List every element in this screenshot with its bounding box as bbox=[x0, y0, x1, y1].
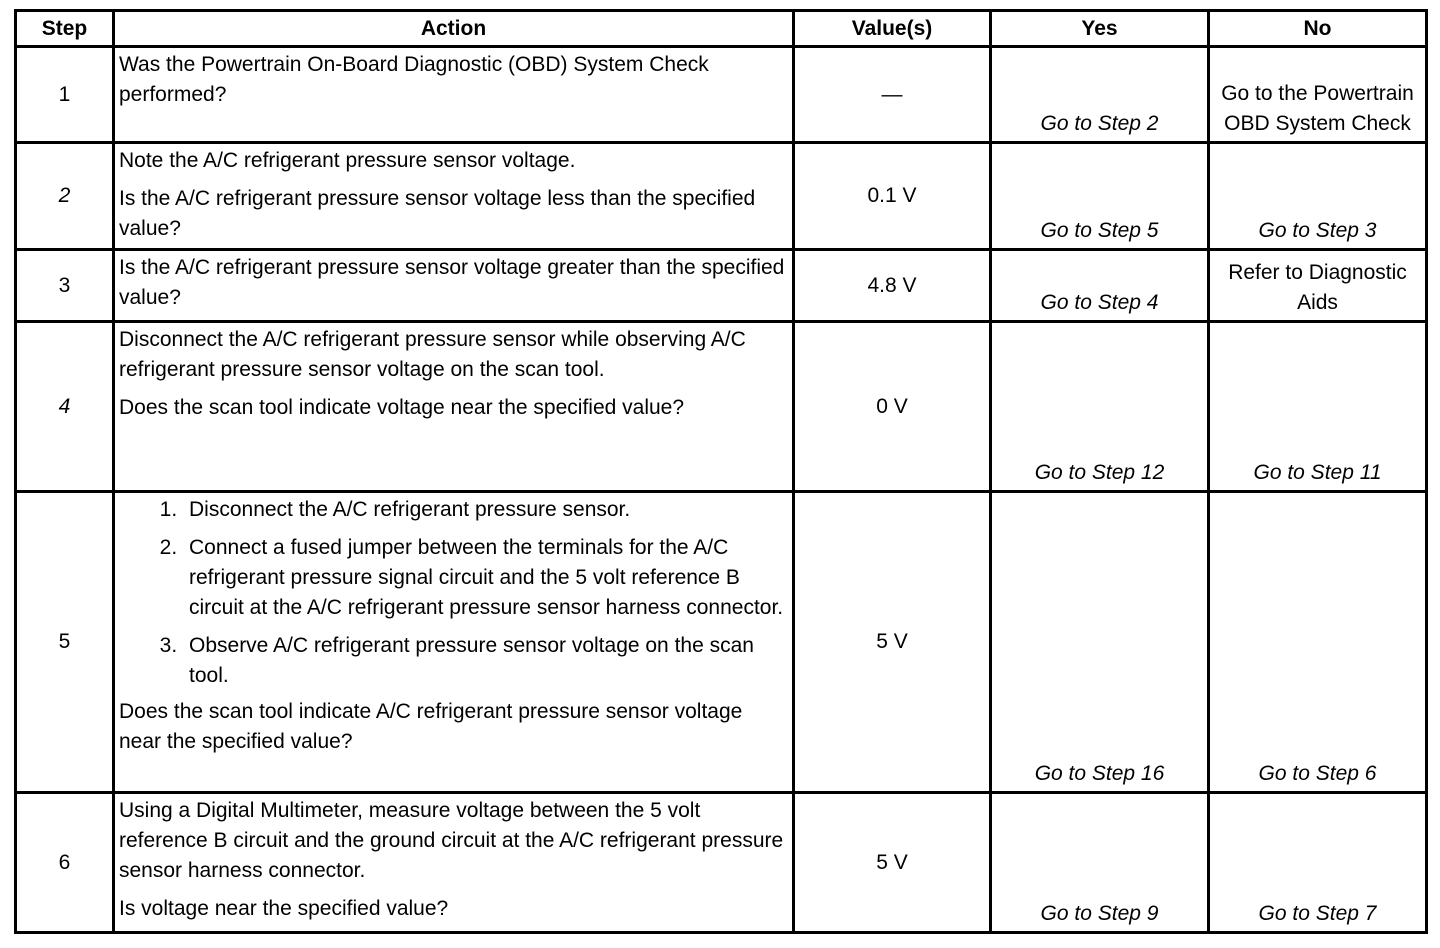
header-yes: Yes bbox=[991, 11, 1209, 47]
action-text: Was the Powertrain On-Board Diagnostic (OBD) System Check performed? bbox=[119, 53, 709, 106]
step-value: 0.1 V bbox=[794, 143, 991, 250]
yes-result: Go to Step 12 bbox=[991, 322, 1209, 492]
step-action bbox=[114, 143, 794, 250]
no-result: Go to Step 7 bbox=[1209, 793, 1427, 933]
step-action bbox=[114, 47, 794, 143]
table-row bbox=[16, 322, 1427, 492]
header-action: Action bbox=[114, 11, 794, 47]
no-result: Go to Step 6 bbox=[1209, 492, 1427, 793]
step-action bbox=[114, 793, 794, 933]
step-value: 4.8 V bbox=[794, 250, 991, 322]
step-number: 3 bbox=[16, 250, 114, 322]
step-value: 5 V bbox=[794, 793, 991, 933]
step-number: 5 bbox=[16, 492, 114, 793]
action-text: Using a Digital Multimeter, measure voltage between the 5 volt reference B circuit and the ground circuit at the A/C refrigerant pressure sensor harness connector. bbox=[119, 799, 784, 882]
yes-result: Go to Step 9 bbox=[991, 793, 1209, 933]
no-result: Go to the Powertrain OBD System Check bbox=[1209, 47, 1427, 143]
step-number: 2 bbox=[16, 143, 114, 250]
step-value: — bbox=[794, 47, 991, 143]
header-no: No bbox=[1209, 11, 1427, 47]
table-row bbox=[16, 492, 1427, 793]
action-list bbox=[119, 495, 786, 691]
header-row bbox=[16, 11, 1427, 47]
diagnostic-table bbox=[14, 9, 1428, 934]
table-row bbox=[16, 47, 1427, 143]
action-question: Is the A/C refrigerant pressure sensor voltage greater than the specified value? bbox=[119, 256, 785, 309]
action-text: Note the A/C refrigerant pressure sensor voltage. bbox=[119, 149, 576, 172]
step-number: 1 bbox=[16, 47, 114, 143]
step-action bbox=[114, 250, 794, 322]
header-value: Value(s) bbox=[794, 11, 991, 47]
step-action bbox=[114, 492, 794, 793]
action-question: Does the scan tool indicate voltage near the specified value? bbox=[119, 396, 685, 419]
list-item: 1. Disconnect the A/C refrigerant pressure sensor. bbox=[183, 495, 786, 525]
table-row bbox=[16, 793, 1427, 933]
step-value: 5 V bbox=[794, 492, 991, 793]
action-text: Disconnect the A/C refrigerant pressure sensor while observing A/C refrigerant pressure sensor voltage on the scan tool. bbox=[119, 328, 746, 381]
list-item: 3. Observe A/C refrigerant pressure sensor voltage on the scan tool. bbox=[183, 631, 786, 691]
step-number: 4 bbox=[16, 322, 114, 492]
table-row bbox=[16, 143, 1427, 250]
table-row bbox=[16, 250, 1427, 322]
yes-result: Go to Step 4 bbox=[991, 250, 1209, 322]
step-action bbox=[114, 322, 794, 492]
action-question: Is the A/C refrigerant pressure sensor voltage less than the specified value? bbox=[119, 187, 756, 240]
action-question: Is voltage near the specified value? bbox=[119, 897, 449, 920]
yes-result: Go to Step 5 bbox=[991, 143, 1209, 250]
step-number: 6 bbox=[16, 793, 114, 933]
list-item: 2. Connect a fused jumper between the terminals for the A/C refrigerant pressure signal circuit and the 5 volt reference B circuit at the A/C refrigerant pressure sensor harness connector. bbox=[183, 533, 786, 623]
step-value: 0 V bbox=[794, 322, 991, 492]
action-question: Does the scan tool indicate A/C refrigerant pressure sensor voltage near the specified value? bbox=[119, 700, 743, 753]
no-result: Go to Step 11 bbox=[1209, 322, 1427, 492]
no-result: Go to Step 3 bbox=[1209, 143, 1427, 250]
yes-result: Go to Step 2 bbox=[991, 47, 1209, 143]
header-step: Step bbox=[16, 11, 114, 47]
yes-result: Go to Step 16 bbox=[991, 492, 1209, 793]
no-result: Refer to Diagnostic Aids bbox=[1209, 250, 1427, 322]
